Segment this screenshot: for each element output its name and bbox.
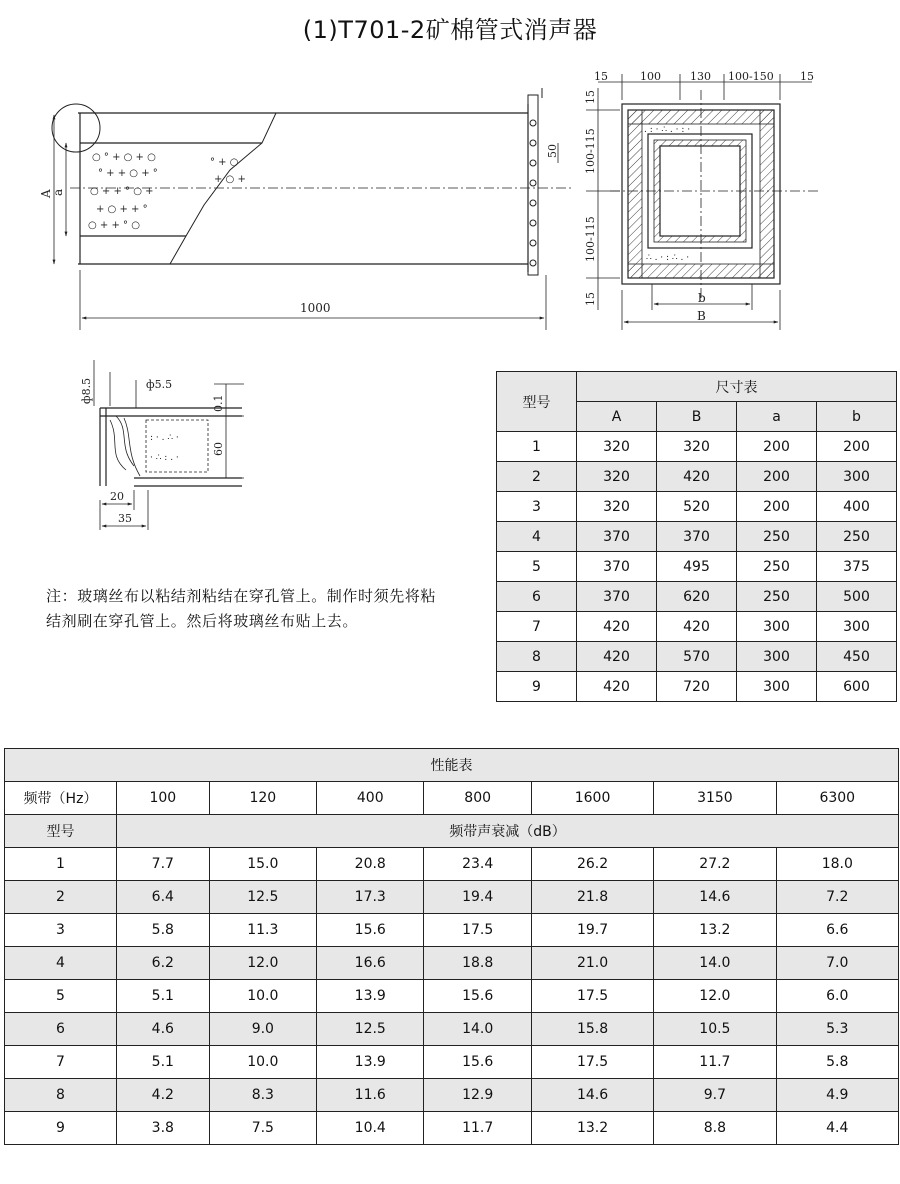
size-row xyxy=(497,492,897,522)
size-row-model: 6 xyxy=(497,582,577,612)
dim-B: B xyxy=(697,309,706,323)
attenuation-cell: 13.9 xyxy=(317,1046,424,1079)
band-label: 频带（Hz） xyxy=(5,782,117,815)
size-row-model: 9 xyxy=(497,672,577,702)
perf-row-model: 9 xyxy=(5,1112,117,1145)
svg-text:∴ . · : ∴ . ·: ∴ . · : ∴ . · xyxy=(646,253,690,263)
detail-20: 20 xyxy=(110,490,124,503)
attenuation-cell: 14.6 xyxy=(531,1079,653,1112)
size-row-model: 3 xyxy=(497,492,577,522)
dim-side-15-bottom: 15 xyxy=(584,292,597,306)
attenuation-cell: 12.5 xyxy=(317,1013,424,1046)
attenuation-cell: 15.8 xyxy=(531,1013,653,1046)
attenuation-cell: 5.3 xyxy=(776,1013,898,1046)
attenuation-cell: 18.8 xyxy=(424,947,531,980)
frequency-cell: 400 xyxy=(317,782,424,815)
attenuation-cell: 4.2 xyxy=(117,1079,210,1112)
svg-text:° + ○: ° + ○ xyxy=(210,157,239,168)
dim-top-100: 100 xyxy=(640,70,661,83)
attenuation-cell: 10.5 xyxy=(654,1013,776,1046)
size-row-model: 5 xyxy=(497,552,577,582)
frequency-cell: 120 xyxy=(209,782,316,815)
perf-table-title: 性能表 xyxy=(5,749,899,782)
dim-top-15-left: 15 xyxy=(594,70,608,83)
perf-row-model: 4 xyxy=(5,947,117,980)
size-row xyxy=(497,552,897,582)
size-cell: 200 xyxy=(737,432,817,462)
size-row-model: 7 xyxy=(497,612,577,642)
attenuation-header-row xyxy=(5,815,899,848)
perf-row xyxy=(5,1079,899,1112)
size-cell: 600 xyxy=(817,672,897,702)
size-cell: 500 xyxy=(817,582,897,612)
dim-top-100-150: 100-150 xyxy=(728,70,774,83)
attenuation-cell: 21.8 xyxy=(531,881,653,914)
size-cell: 370 xyxy=(577,582,657,612)
size-row xyxy=(497,582,897,612)
attenuation-cell: 5.8 xyxy=(117,914,210,947)
perf-row xyxy=(5,947,899,980)
size-col-B: B xyxy=(657,402,737,432)
attenuation-cell: 26.2 xyxy=(531,848,653,881)
installation-note: 注：玻璃丝布以粘结剂粘结在穿孔管上。制作时须先将粘结剂刷在穿孔管上。然后将玻璃丝布贴上去。 xyxy=(46,587,437,630)
attenuation-cell: 10.0 xyxy=(209,980,316,1013)
size-cell: 420 xyxy=(577,612,657,642)
attenuation-cell: 4.6 xyxy=(117,1013,210,1046)
dim-b: b xyxy=(698,291,706,305)
size-col-A: A xyxy=(577,402,657,432)
size-row xyxy=(497,522,897,552)
size-cell: 400 xyxy=(817,492,897,522)
size-table xyxy=(496,371,897,702)
attenuation-cell: 4.4 xyxy=(776,1112,898,1145)
size-cell: 250 xyxy=(737,582,817,612)
attenuation-cell: 6.2 xyxy=(117,947,210,980)
frequency-cell: 800 xyxy=(424,782,531,815)
size-row xyxy=(497,432,897,462)
frequency-cell: 100 xyxy=(117,782,210,815)
frequency-cell: 6300 xyxy=(776,782,898,815)
attenuation-cell: 14.6 xyxy=(654,881,776,914)
size-row xyxy=(497,642,897,672)
attenuation-cell: 21.0 xyxy=(531,947,653,980)
attenuation-label: 频带声衰减（dB） xyxy=(117,815,899,848)
svg-text:○ + + ° ○: ○ + + ° ○ xyxy=(88,220,140,231)
size-row xyxy=(497,462,897,492)
attenuation-cell: 11.6 xyxy=(317,1079,424,1112)
size-cell: 200 xyxy=(817,432,897,462)
size-cell: 300 xyxy=(737,642,817,672)
attenuation-cell: 5.1 xyxy=(117,980,210,1013)
dim-1000: 1000 xyxy=(300,301,331,315)
perf-row-model: 7 xyxy=(5,1046,117,1079)
size-cell: 370 xyxy=(657,522,737,552)
perf-row xyxy=(5,1046,899,1079)
svg-text:· ∴ : . ·: · ∴ : . · xyxy=(150,453,179,463)
size-cell: 420 xyxy=(657,462,737,492)
dim-50: 50 xyxy=(546,144,559,158)
attenuation-cell: 20.8 xyxy=(317,848,424,881)
size-cell: 300 xyxy=(817,612,897,642)
attenuation-cell: 6.4 xyxy=(117,881,210,914)
attenuation-cell: 17.3 xyxy=(317,881,424,914)
size-row-model: 8 xyxy=(497,642,577,672)
svg-text:○ + + ° ○ +: ○ + + ° ○ + xyxy=(90,186,154,197)
size-row xyxy=(497,672,897,702)
attenuation-cell: 19.4 xyxy=(424,881,531,914)
attenuation-cell: 12.0 xyxy=(654,980,776,1013)
attenuation-cell: 17.5 xyxy=(531,1046,653,1079)
size-cell: 420 xyxy=(577,672,657,702)
detail-phi8-5: ф8.5 xyxy=(80,377,93,404)
attenuation-cell: 8.8 xyxy=(654,1112,776,1145)
size-table-title: 尺寸表 xyxy=(577,372,897,402)
perf-row-model: 3 xyxy=(5,914,117,947)
attenuation-cell: 13.2 xyxy=(531,1112,653,1145)
attenuation-cell: 12.0 xyxy=(209,947,316,980)
performance-table xyxy=(4,748,899,1145)
perf-row xyxy=(5,914,899,947)
attenuation-cell: 7.5 xyxy=(209,1112,316,1145)
size-col-a: a xyxy=(737,402,817,432)
size-cell: 375 xyxy=(817,552,897,582)
attenuation-cell: 18.0 xyxy=(776,848,898,881)
attenuation-cell: 9.7 xyxy=(654,1079,776,1112)
attenuation-cell: 7.2 xyxy=(776,881,898,914)
attenuation-cell: 7.7 xyxy=(117,848,210,881)
perf-row-model: 8 xyxy=(5,1079,117,1112)
attenuation-cell: 16.6 xyxy=(317,947,424,980)
dim-side-15-top: 15 xyxy=(584,90,597,104)
frequency-cell: 3150 xyxy=(654,782,776,815)
perf-title-row xyxy=(5,749,899,782)
dim-a: a xyxy=(51,188,65,196)
perf-row xyxy=(5,1112,899,1145)
dim-top-130: 130 xyxy=(690,70,711,83)
detail-phi5-5: ф5.5 xyxy=(146,378,173,391)
detail-35: 35 xyxy=(118,512,132,525)
svg-text:+ ○ +: + ○ + xyxy=(214,174,246,185)
attenuation-cell: 27.2 xyxy=(654,848,776,881)
size-cell: 320 xyxy=(577,432,657,462)
attenuation-cell: 15.0 xyxy=(209,848,316,881)
size-cell: 320 xyxy=(657,432,737,462)
attenuation-cell: 9.0 xyxy=(209,1013,316,1046)
attenuation-cell: 12.5 xyxy=(209,881,316,914)
attenuation-cell: 6.6 xyxy=(776,914,898,947)
perf-row xyxy=(5,980,899,1013)
attenuation-cell: 5.1 xyxy=(117,1046,210,1079)
size-cell: 300 xyxy=(737,612,817,642)
frequency-row xyxy=(5,782,899,815)
size-cell: 420 xyxy=(577,642,657,672)
attenuation-cell: 15.6 xyxy=(424,1046,531,1079)
attenuation-cell: 11.7 xyxy=(654,1046,776,1079)
attenuation-cell: 12.9 xyxy=(424,1079,531,1112)
perf-row-model: 1 xyxy=(5,848,117,881)
size-row-model: 2 xyxy=(497,462,577,492)
attenuation-cell: 13.2 xyxy=(654,914,776,947)
perf-row-model: 6 xyxy=(5,1013,117,1046)
attenuation-cell: 3.8 xyxy=(117,1112,210,1145)
size-cell: 720 xyxy=(657,672,737,702)
attenuation-cell: 4.9 xyxy=(776,1079,898,1112)
attenuation-cell: 17.5 xyxy=(531,980,653,1013)
svg-text:. : · ∴ . · : ·: . : · ∴ . · : · xyxy=(644,125,691,135)
svg-text:: · . ∴ ·: : · . ∴ · xyxy=(150,433,179,443)
size-row xyxy=(497,612,897,642)
page-title: (1)T701-2矿棉管式消声器 xyxy=(302,16,598,44)
attenuation-cell: 14.0 xyxy=(424,1013,531,1046)
perf-model-header: 型号 xyxy=(5,815,117,848)
attenuation-cell: 6.0 xyxy=(776,980,898,1013)
size-cell: 495 xyxy=(657,552,737,582)
attenuation-cell: 19.7 xyxy=(531,914,653,947)
attenuation-cell: 8.3 xyxy=(209,1079,316,1112)
perf-row-model: 5 xyxy=(5,980,117,1013)
frequency-cell: 1600 xyxy=(531,782,653,815)
detail-60: 60 xyxy=(212,442,225,456)
detail-0-1: 0.1 xyxy=(212,394,225,412)
attenuation-cell: 13.9 xyxy=(317,980,424,1013)
size-model-header: 型号 xyxy=(497,372,577,432)
attenuation-cell: 10.4 xyxy=(317,1112,424,1145)
attenuation-cell: 10.0 xyxy=(209,1046,316,1079)
attenuation-cell: 14.0 xyxy=(654,947,776,980)
size-row-model: 1 xyxy=(497,432,577,462)
perf-row xyxy=(5,848,899,881)
svg-text:° + + ○ + °: ° + + ○ + ° xyxy=(98,168,158,179)
size-cell: 520 xyxy=(657,492,737,522)
perf-row xyxy=(5,881,899,914)
size-cell: 300 xyxy=(737,672,817,702)
dim-side-100-115-top: 100-115 xyxy=(584,128,597,174)
attenuation-cell: 23.4 xyxy=(424,848,531,881)
size-cell: 620 xyxy=(657,582,737,612)
attenuation-cell: 15.6 xyxy=(317,914,424,947)
dim-side-100-115-bottom: 100-115 xyxy=(584,216,597,262)
attenuation-cell: 11.3 xyxy=(209,914,316,947)
size-cell: 300 xyxy=(817,462,897,492)
attenuation-cell: 15.6 xyxy=(424,980,531,1013)
size-cell: 370 xyxy=(577,552,657,582)
size-cell: 320 xyxy=(577,462,657,492)
size-cell: 250 xyxy=(737,552,817,582)
size-cell: 250 xyxy=(737,522,817,552)
size-cell: 570 xyxy=(657,642,737,672)
dim-top-15-right: 15 xyxy=(800,70,814,83)
size-col-b: b xyxy=(817,402,897,432)
size-cell: 450 xyxy=(817,642,897,672)
attenuation-cell: 5.8 xyxy=(776,1046,898,1079)
attenuation-cell: 11.7 xyxy=(424,1112,531,1145)
size-cell: 200 xyxy=(737,492,817,522)
size-cell: 200 xyxy=(737,462,817,492)
longitudinal-section xyxy=(52,88,572,330)
size-cell: 420 xyxy=(657,612,737,642)
svg-text:○ ° + ○ + ○: ○ ° + ○ + ○ xyxy=(92,152,156,163)
size-cell: 320 xyxy=(577,492,657,522)
dim-A: A xyxy=(39,189,53,198)
perf-row xyxy=(5,1013,899,1046)
attenuation-cell: 17.5 xyxy=(424,914,531,947)
svg-text:+ ○ + + °: + ○ + + ° xyxy=(96,204,148,215)
perf-row-model: 2 xyxy=(5,881,117,914)
size-cell: 250 xyxy=(817,522,897,552)
size-header-row xyxy=(497,372,897,402)
attenuation-cell: 7.0 xyxy=(776,947,898,980)
size-cell: 370 xyxy=(577,522,657,552)
size-row-model: 4 xyxy=(497,522,577,552)
